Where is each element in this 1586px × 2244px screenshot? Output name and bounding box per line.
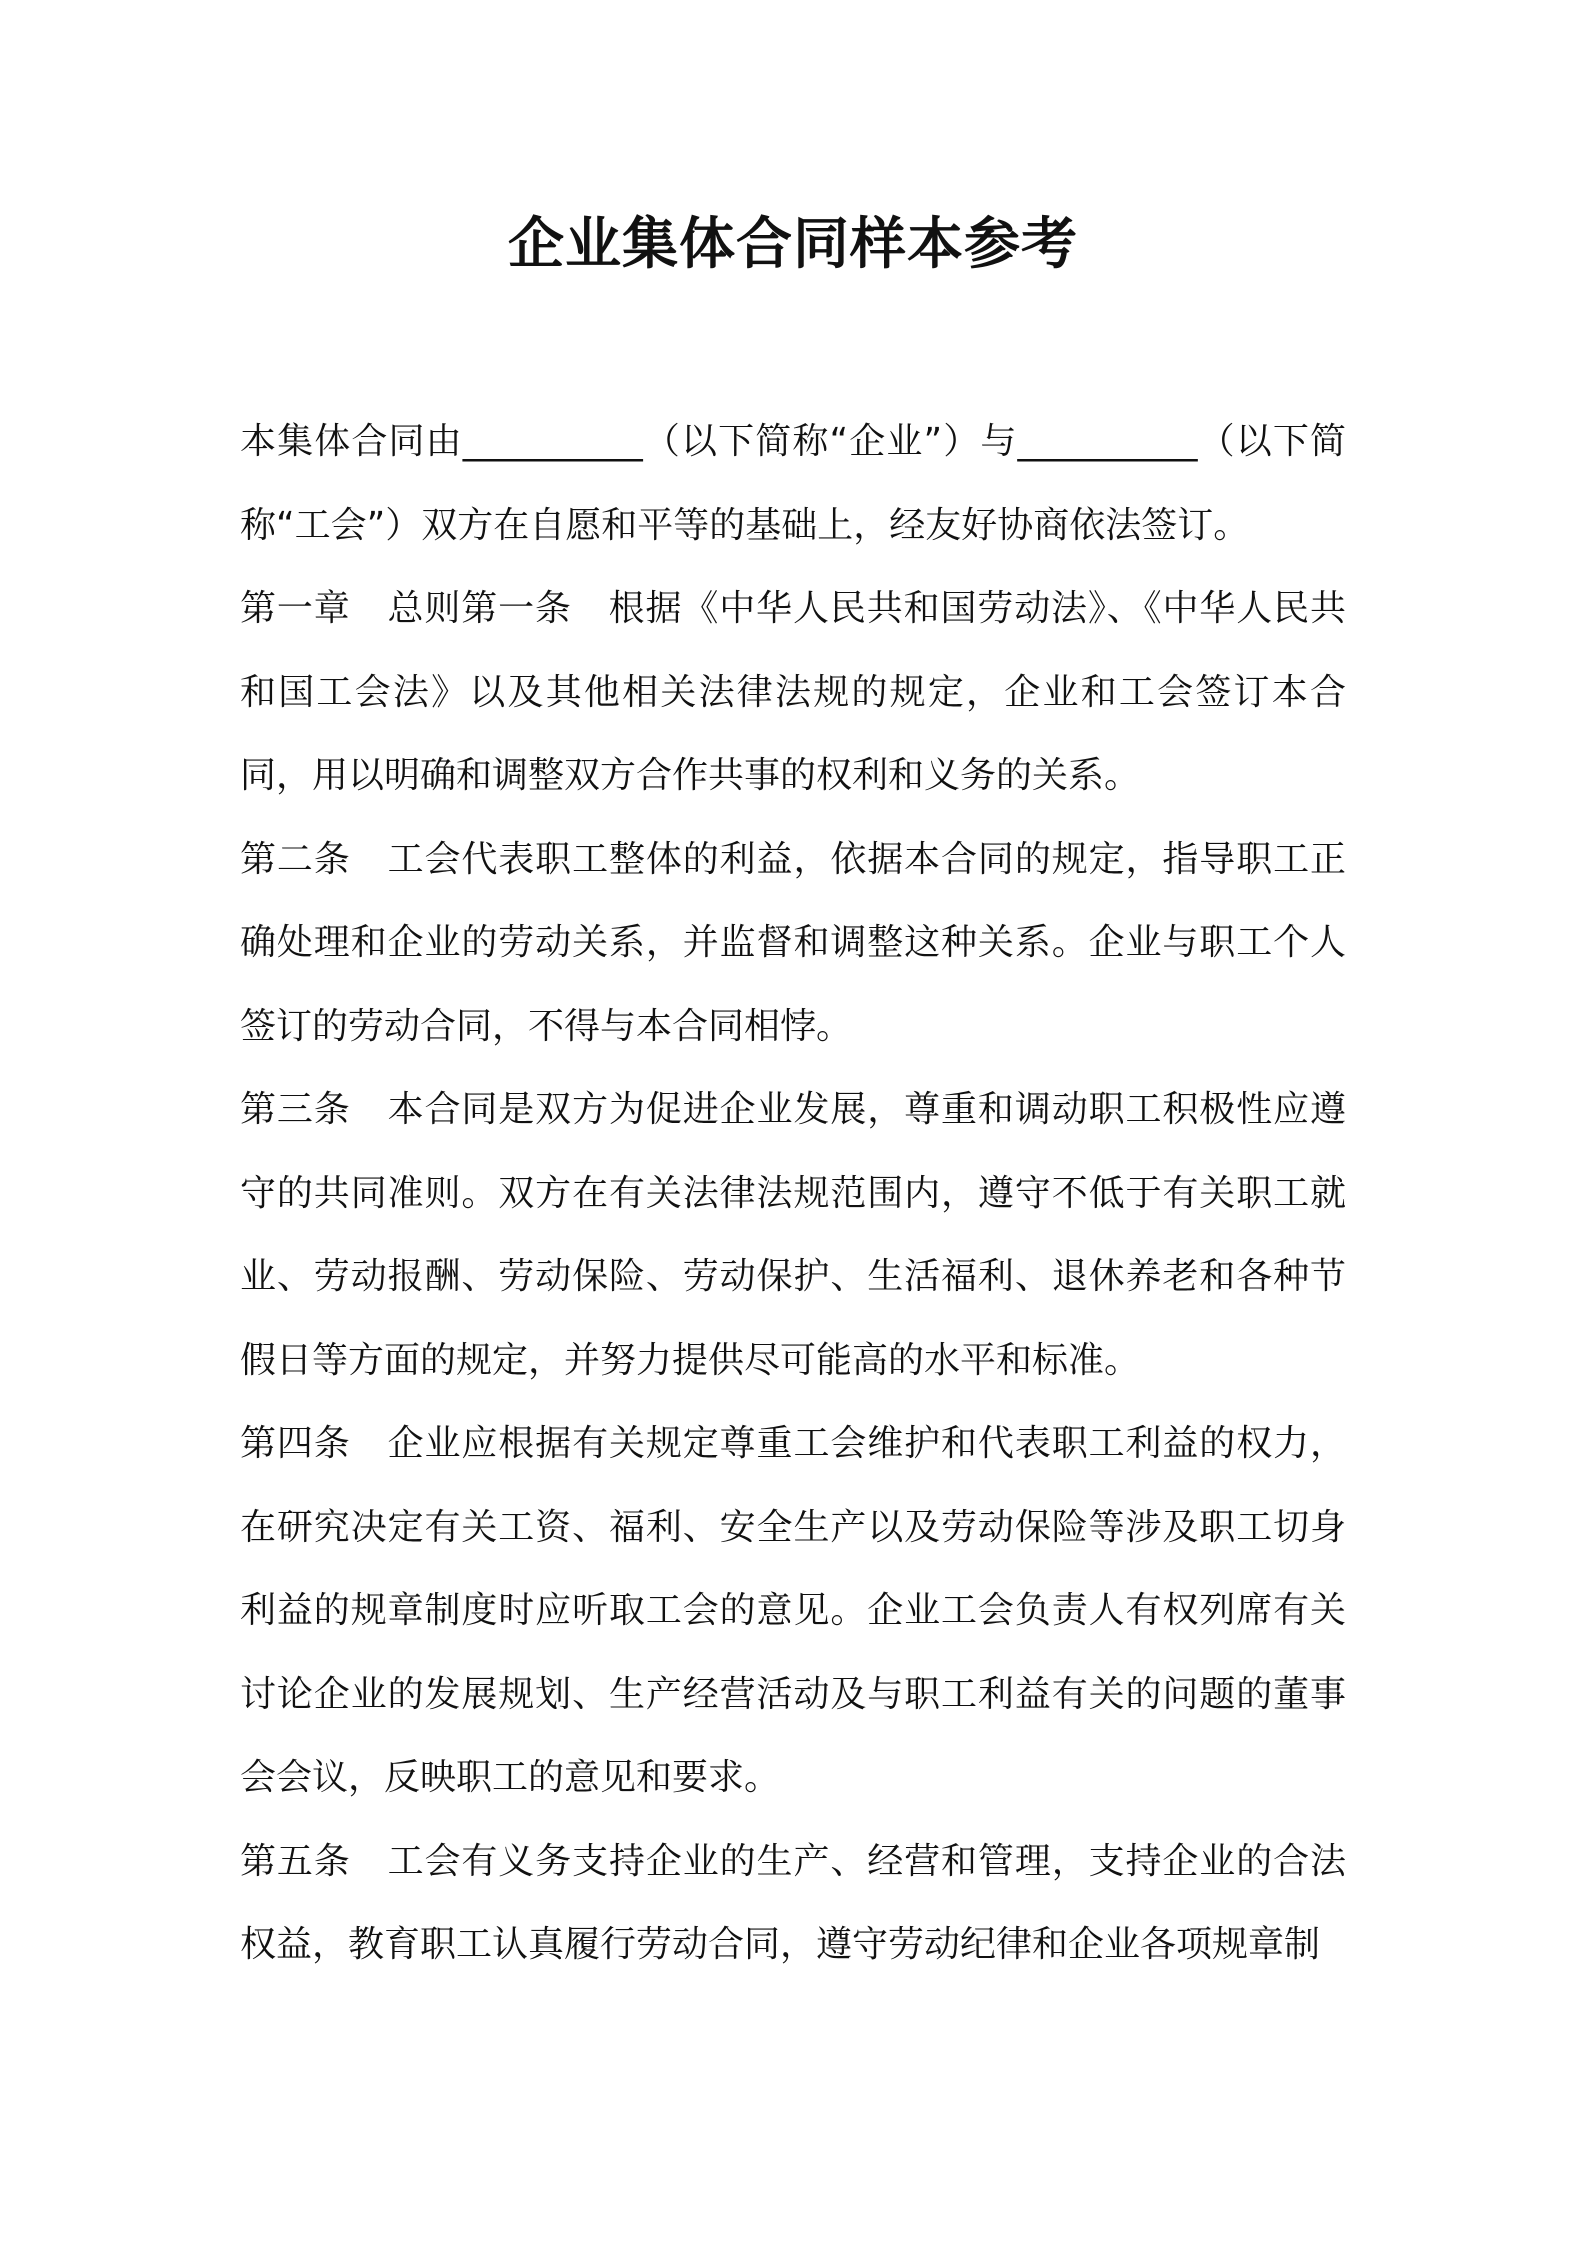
document-title: 企业集体合同样本参考	[508, 212, 1078, 277]
paragraph-article-4: 第四条 企业应根据有关规定尊重工会维护和代表职工利益的权力，在研究决定有关工资、福利、安全生产以及劳动保险等涉及职工切身利益的规章制度时应听取工会的意见。企业工会负责人有权列席有关讨论企业的发展规划、生产经营活动及与职工利益有关的问题的董事会会议，反映职工的意见和要求。	[240, 1423, 1346, 1798]
document-body	[240, 400, 1346, 1987]
paragraph-article-5: 第五条 工会有义务支持企业的生产、经营和管理，支持企业的合法权益，教育职工认真履行劳动合同，遵守劳动纪律和企业各项规章制	[240, 1840, 1346, 1965]
paragraph-article-3: 第三条 本合同是双方为促进企业发展，尊重和调动职工积极性应遵守的共同准则。双方在有关法律法规范围内，遵守不低于有关职工就业、劳动报酬、劳动保险、劳动保护、生活福利、退休养老和各种节假日等方面的规定，并努力提供尽可能高的水平和标准。	[240, 1089, 1346, 1381]
paragraph-article-1: 第一章 总则第一条 根据《中华人民共和国劳动法》、《中华人民共和国工会法》以及其他相关法律法规的规定，企业和工会签订本合同，用以明确和调整双方合作共事的权利和义务的关系。	[240, 588, 1346, 796]
paragraph-preamble: 本集体合同由__________（以下简称“企业”）与__________（以下简称“工会”）双方在自愿和平等的基础上，经友好协商依法签订。	[240, 421, 1346, 546]
paragraph-article-2: 第二条 工会代表职工整体的利益，依据本合同的规定，指导职工正确处理和企业的劳动关系，并监督和调整这种关系。企业与职工个人签订的劳动合同，不得与本合同相悖。	[240, 838, 1346, 1047]
